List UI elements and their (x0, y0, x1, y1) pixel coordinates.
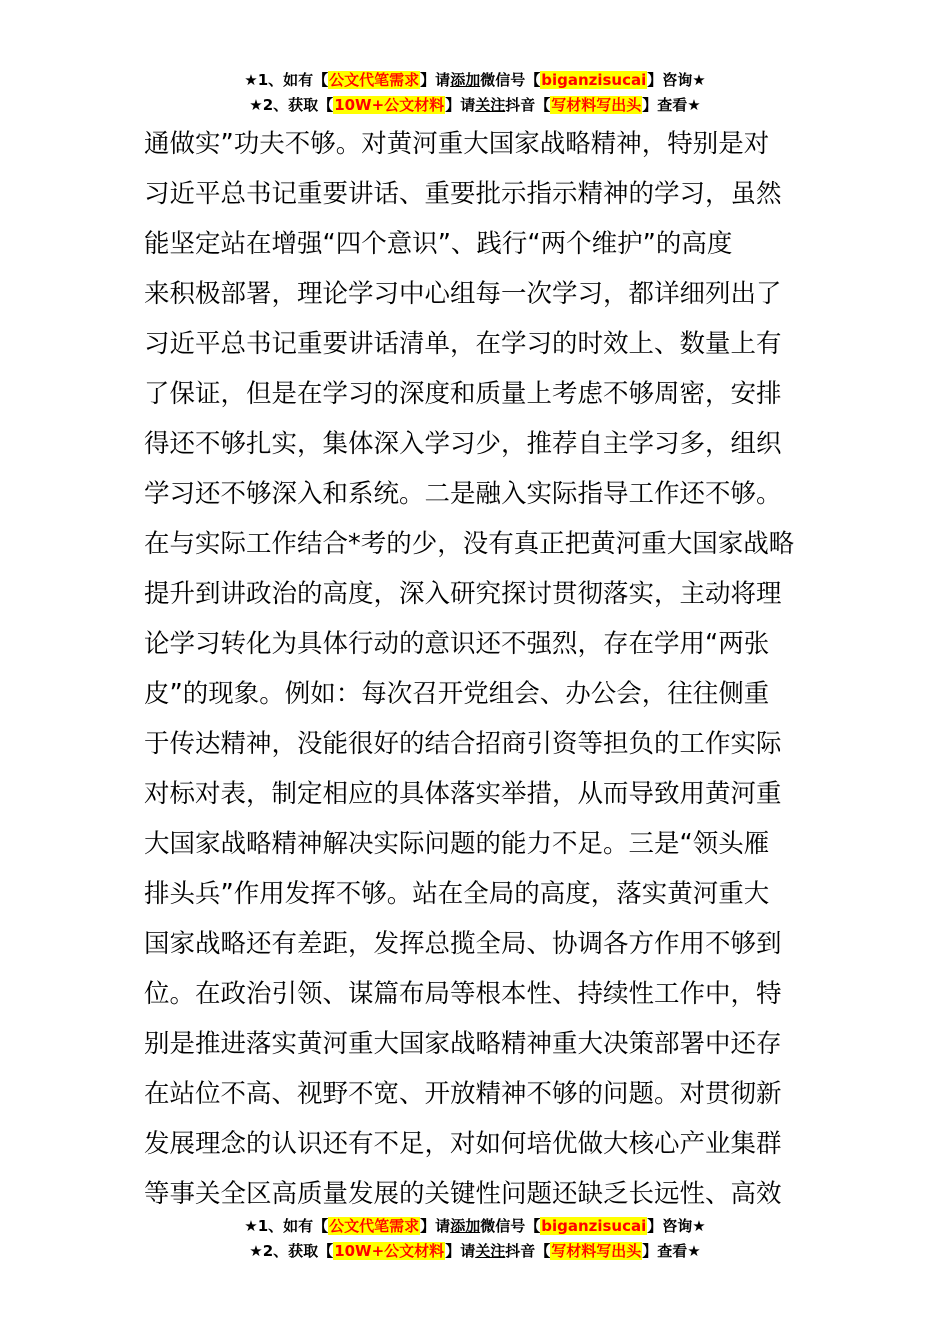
body-line: 提升到讲政治的高度，深入研究探讨贯彻落实，主动将理 (144, 579, 782, 609)
footer-line-1 (0, 1214, 950, 1239)
header-line-1-suffix: 】咨询★ (647, 71, 706, 89)
document-body (144, 119, 808, 1219)
header-banner (0, 68, 950, 118)
body-line: 习近平总书记重要讲话、重要批示指示精神的学习，虽然 (144, 179, 782, 209)
body-line: 了保证，但是在学习的深度和质量上考虑不够周密，安排 (144, 379, 782, 409)
footer-highlight-douyin-id: 写材料写出头 (551, 1242, 642, 1260)
body-line: 通做实”功夫不够。对黄河重大国家战略精神，特别是对 (144, 129, 770, 159)
body-line: 在与实际工作结合*考的少，没有真正把黄河重大国家战略 (144, 529, 795, 559)
header-line-2-follow: 关注 (475, 96, 506, 114)
footer-line-2-please: 】请 (445, 1242, 476, 1260)
footer-line-1-prefix: ★1、如有【 (244, 1217, 329, 1235)
header-highlight-materials: 10W+公文材料 (334, 96, 445, 114)
footer-line-2-follow: 关注 (475, 1242, 506, 1260)
footer-line-2-prefix: ★2、获取【 (249, 1242, 334, 1260)
header-line-2-prefix: ★2、获取【 (249, 96, 334, 114)
body-line: 发展理念的认识还有不足，对如何培优做大核心产业集群 (144, 1129, 782, 1159)
footer-highlight-wechat-id: biganzisucai (541, 1217, 647, 1235)
header-line-2-please: 】请 (445, 96, 476, 114)
body-line: 于传达精神，没能很好的结合招商引资等担负的工作实际 (144, 729, 782, 759)
body-line: 位。在政治引领、谋篇布局等根本性、持续性工作中，特 (144, 979, 782, 1009)
header-line-1-prefix: ★1、如有【 (244, 71, 329, 89)
header-highlight-douyin-id: 写材料写出头 (551, 96, 642, 114)
header-line-1-please: 】请 (420, 71, 451, 89)
header-line-1-wechat: 微信号【 (480, 71, 541, 89)
body-line: 在站位不高、视野不宽、开放精神不够的问题。对贯彻新 (144, 1079, 782, 1109)
footer-line-2-douyin: 抖音【 (505, 1242, 551, 1260)
body-line: 国家战略还有差距，发挥总揽全局、协调各方作用不够到 (144, 929, 782, 959)
body-line: 对标对表，制定相应的具体落实举措，从而导致用黄河重 (144, 779, 782, 809)
body-line: 排头兵”作用发挥不够。站在全局的高度，落实黄河重大 (144, 879, 770, 909)
header-highlight-wechat-id: biganzisucai (541, 71, 647, 89)
header-line-2-suffix: 】查看★ (642, 96, 701, 114)
footer-line-1-add: 添加 (450, 1217, 481, 1235)
body-line: 论学习转化为具体行动的意识还不强烈，存在学用“两张 (144, 629, 770, 659)
header-line-2-douyin: 抖音【 (505, 96, 551, 114)
body-line: 皮”的现象。例如：每次召开党组会、办公会，往往侧重 (144, 679, 770, 709)
footer-line-1-wechat: 微信号【 (480, 1217, 541, 1235)
body-line: 得还不够扎实，集体深入学习少，推荐自主学习多，组织 (144, 429, 782, 459)
body-line: 等事关全区高质量发展的关键性问题还缺乏长远性、高效 (144, 1179, 782, 1209)
body-line: 习近平总书记重要讲话清单，在学习的时效上、数量上有 (144, 329, 782, 359)
body-line: 学习还不够深入和系统。二是融入实际指导工作还不够。 (144, 479, 782, 509)
body-line: 来积极部署，理论学习中心组每一次学习，都详细列出了 (144, 279, 782, 309)
body-line: 能坚定站在增强“四个意识”、践行“两个维护”的高度 (144, 229, 733, 259)
footer-line-2 (0, 1239, 950, 1264)
footer-line-1-suffix: 】咨询★ (647, 1217, 706, 1235)
footer-line-1-please: 】请 (420, 1217, 451, 1235)
footer-highlight-ghostwriting: 公文代笔需求 (329, 1217, 420, 1235)
footer-banner (0, 1214, 950, 1264)
footer-highlight-materials: 10W+公文材料 (334, 1242, 445, 1260)
body-line: 别是推进落实黄河重大国家战略精神重大决策部署中还存 (144, 1029, 782, 1059)
header-line-1-add: 添加 (450, 71, 481, 89)
header-highlight-ghostwriting: 公文代笔需求 (329, 71, 420, 89)
header-line-1 (0, 68, 950, 93)
header-line-2 (0, 93, 950, 118)
footer-line-2-suffix: 】查看★ (642, 1242, 701, 1260)
body-line: 大国家战略精神解决实际问题的能力不足。三是“领头雁 (144, 829, 770, 859)
